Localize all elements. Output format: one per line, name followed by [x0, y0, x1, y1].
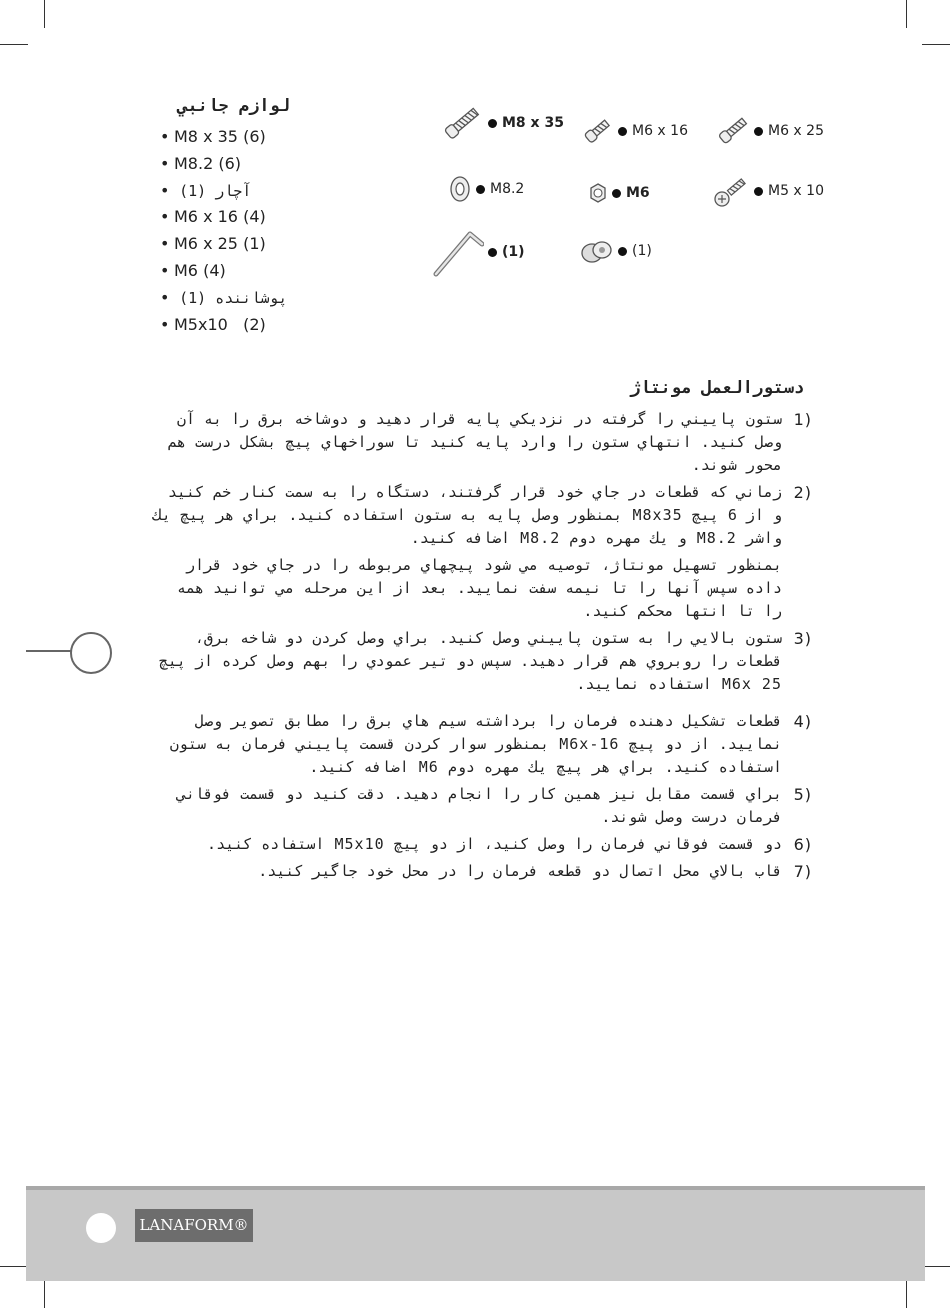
instruction-step: 3) ستون بالايي را به ستون پاييني وصل كنيد. براي وصل كردن دو شاخه برق، قطعات را روبروي هم قرار دهيد. سپس دو تير عمودي را بهم وصل كرده از پيچ M6x 25 استفاده نماييد. [158, 629, 812, 693]
side-tab-line [26, 650, 72, 652]
footer-top-rule [26, 1186, 925, 1190]
washer-icon [448, 174, 472, 204]
bolt-icon [440, 103, 484, 143]
list-item: • M6 x 16 (4) [160, 207, 266, 227]
crop-mark [906, 1280, 907, 1308]
part-cover: (1) [580, 236, 652, 266]
page-number-circle [86, 1213, 116, 1243]
crop-mark [0, 44, 28, 45]
instruction-note: بمنظور تسهيل مونتاژ، توصيه مي شود پيچهاي مربوطه را در جاي خود قرار داده سپس آنها را تا نيمه سفت نماييد. بعد از اين مرحله مي توانيد همه را تا انتها محكم كنيد. [176, 556, 782, 620]
list-item: • M8.2 (6) [160, 153, 241, 173]
list-item: • M8 x 35 (6) [160, 127, 266, 146]
part-wrench: (1) [430, 224, 525, 280]
instruction-step: 7) قاب بالاي محل اتصال دو قطعه فرمان را در محل خود جاگير كنيد. [258, 862, 812, 881]
crop-mark [0, 1266, 28, 1267]
list-item: • M6 x 25 (1) [160, 234, 266, 254]
part-m6: M6 [588, 178, 650, 208]
side-tab-marker [70, 632, 112, 674]
list-item: • M6 (4) [160, 260, 226, 280]
part-m82: M8.2 [448, 174, 524, 204]
crop-mark [44, 0, 45, 28]
brand-logo: LANAFORM® [135, 1209, 253, 1242]
nut-icon [588, 181, 608, 205]
list-item: • پوشاننده (1) [160, 287, 288, 307]
list-item: • M5x10 (2) [160, 314, 266, 334]
list-item: • آچار (1) [160, 180, 252, 200]
instruction-step: 2) زماني كه قطعات در جاي خود قرار گرفتند، دستگاه را به سمت كنار خم كنيد و از 6 پيچ M8x35 بمنظور وصل پايه به ستون استفاده كنيد. براي هر پيچ يك واشر M8.2 و يك مهره دوم M8.2 اضافه كنيد. [152, 483, 812, 547]
instructions-title: دستورالعمل مونتاژ [630, 378, 804, 398]
cover-cap-icon [580, 236, 614, 266]
instruction-step: 5) براي قسمت مقابل نيز همين كار را انجام دهيد. دقت كنيد دو قسمت فوقاني فرمان درست وصل شوند. [176, 785, 812, 826]
part-m6x16: M6 x 16 [582, 116, 688, 146]
accessories-title: لوازم جانبي [177, 96, 290, 116]
crop-mark [44, 1280, 45, 1308]
crop-mark [922, 1266, 950, 1267]
crop-mark [922, 44, 950, 45]
instruction-step: 1) ستون پاييني را گرفته در نزديكي پايه قرار دهيد و دوشاخه برق را به آن وصل كنيد. انتهاي ستون را وارد پايه كنيد تا سوراخهاي پيچ بشكل درست هم محور شوند. [167, 410, 812, 474]
part-m5x10: M5 x 10 [712, 176, 824, 206]
instruction-steps [150, 408, 812, 887]
bolt-icon [716, 113, 750, 149]
crop-mark [906, 0, 907, 28]
part-m6x25: M6 x 25 [716, 116, 824, 146]
screw-icon [712, 173, 750, 209]
accessories-list [160, 124, 287, 338]
instruction-step: 6) دو قسمت فوقاني فرمان را وصل كنيد، از دو پيچ M5x10 استفاده كنيد. [207, 835, 812, 854]
bolt-icon [582, 113, 614, 149]
allen-wrench-icon [430, 224, 484, 280]
part-m8x35: M8 x 35 [440, 108, 564, 138]
instruction-step: 4) قطعات تشكيل دهنده فرمان را برداشته سيم هاي برق را مطابق تصوير وصل نماييد. از دو پيچ M6x-16 بمنظور سوار كردن قسمت پاييني فرمان به ستون استفاده كنيد. براي هر پيچ يك مهره دوم M6 اضافه كنيد. [169, 712, 812, 776]
